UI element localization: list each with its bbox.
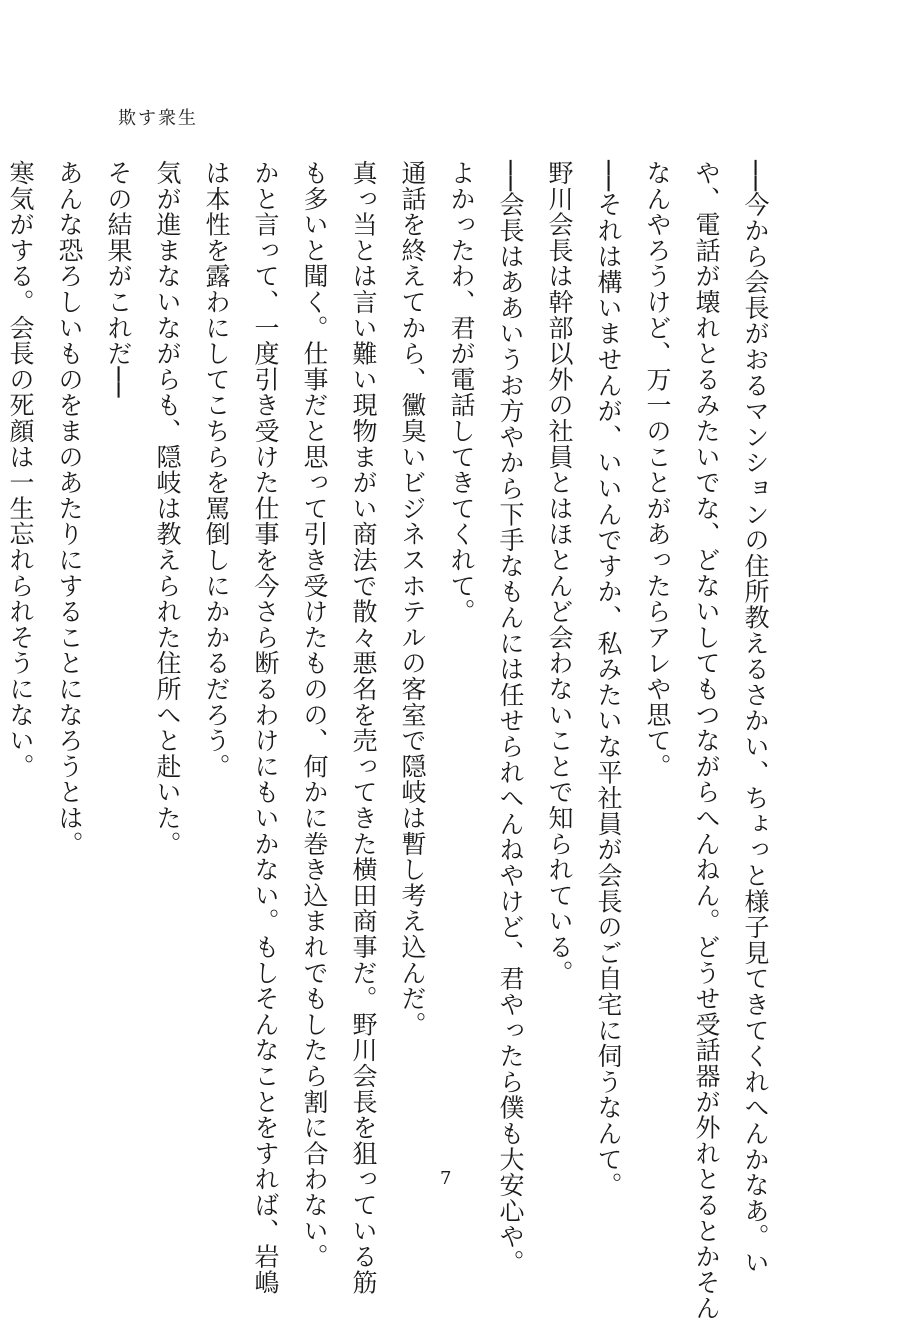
text-line: 通話を終えてから、黴臭いビジネスホテルの客室で隠岐は暫し考え込んだ。: [398, 160, 427, 1038]
text-line: 真っ当とは言い難い現物まがい商法で散々悪名を売ってきた横田商事だ。野川会長を狙っている筋: [349, 160, 378, 1296]
text-line: や、電話が壊れとるみたいでな、どないしてもつながらへんねん。どうせ受話器が外れとるとかそん: [692, 160, 721, 1321]
text-line: なんやろうけど、万一のことがあったらアレや思て。: [643, 160, 672, 780]
text-line: 気が進まないながらも、隠岐は教えられた住所へと赴いた。: [153, 160, 182, 857]
running-title: 欺す衆生: [118, 108, 198, 129]
text-line: 寒気がする。会長の死顔は一生忘れられそうにない。: [6, 160, 35, 780]
text-line: あんな恐ろしいものをまのあたりにすることになろうとは。: [55, 160, 84, 857]
text-line: 野川会長は幹部以外の社員とはほとんど会わないことで知られている。: [545, 160, 574, 986]
text-line: も多いと聞く。仕事だと思って引き受けたものの、何かに巻き込まれでもしたら割に合わない。: [300, 160, 329, 1270]
text-line: かと言って、一度引き受けた仕事を今さら断るわけにもいかない。もしそんなことをすれば、岩嶋: [251, 160, 280, 1296]
text-line: は本性を露わにしてこちらを罵倒しにかかるだろう。: [202, 160, 231, 780]
text-line: よかったわ、君が電話してきてくれて。: [447, 160, 476, 625]
text-line: ──それは構いませんが、いいんですか、私みたいな平社員が会長のご自宅に伺うなんて。: [594, 160, 623, 1198]
text-line: ──会長はああいうお方やから下手なもんには任せられへんねやけど、君やったら僕も大安心や。: [496, 160, 525, 1276]
vertical-body-text: [6, 160, 780, 1321]
text-line: その結果がこれだ──: [104, 160, 133, 399]
page-number: 7: [440, 1168, 452, 1189]
text-line: ──今から会長がおるマンションの住所教えるさかい、ちょっと様子見てきてくれへんかなあ。い: [741, 160, 770, 1276]
